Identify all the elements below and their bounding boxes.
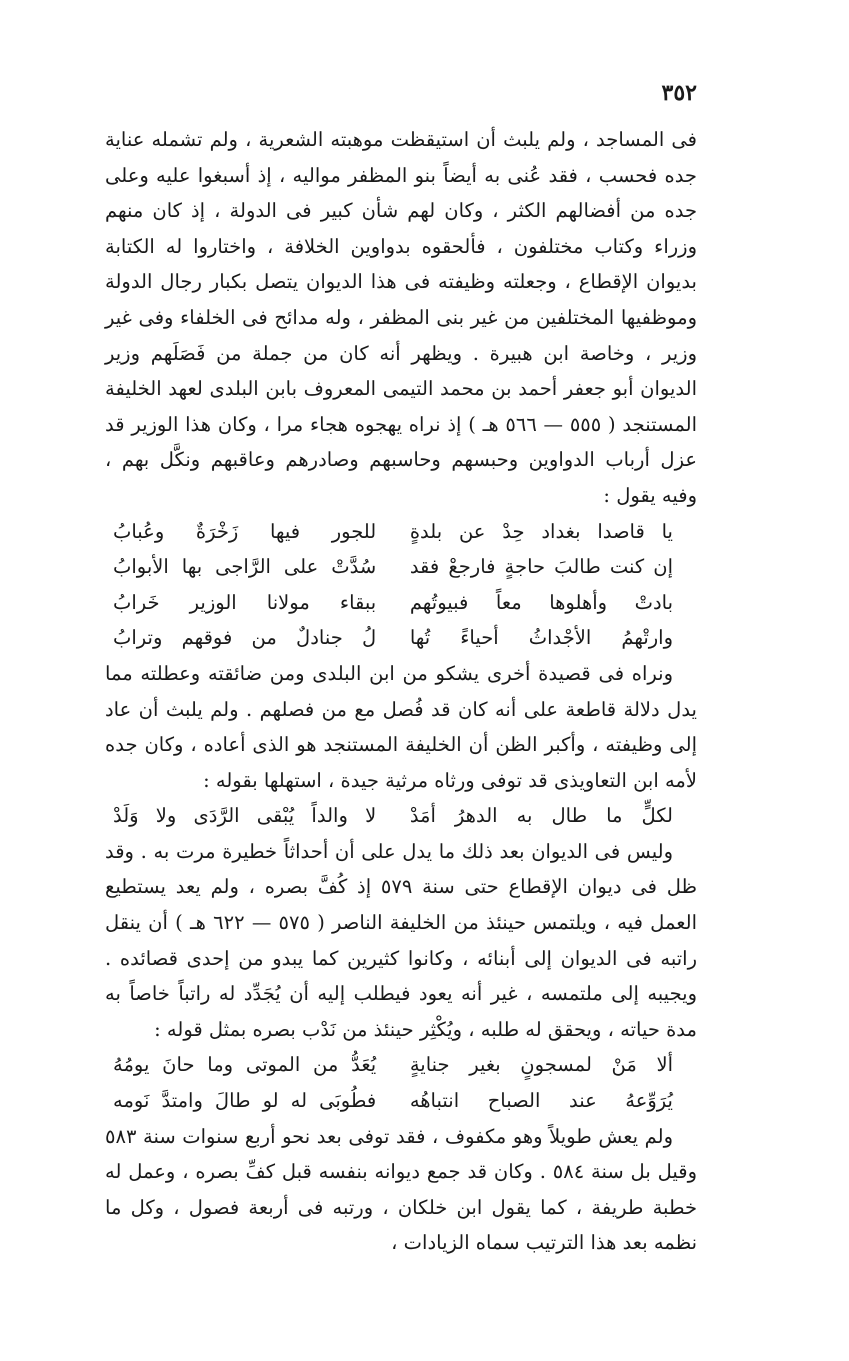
verse-block-1 — [105, 514, 697, 656]
verse-second-hemistich: لا والداً يُبْقى الرَّدَى ولا وَلَدْ — [113, 804, 377, 828]
verse-block-2 — [105, 798, 697, 834]
verse-first-hemistich: لكلٍّ ما طال به الدهرُ أمَدْ — [409, 804, 673, 828]
verse-second-hemistich: لُ جنادلٌ من فوقهم وترابُ — [113, 626, 377, 650]
verse-second-hemistich: يُعَدُّ من الموتى وما حانَ يومُهُ — [113, 1053, 377, 1077]
paragraph-4: ولم يعش طويلاً وهو مكفوف ، فقد توفى بعد نحو أربع سنوات سنة ٥٨٣ وقيل بل سنة ٥٨٤ . وكان قد جمع ديوانه بنفسه قبل كفِّ بصره ، وعمل له خطبة طريفة ، كما يقول ابن خلكان ، ورتبه فى أربعة فصول ، وكل ما نظمه بعد هذا الترتيب سماه الزيادات ، — [105, 1124, 698, 1255]
verse-first-hemistich: وارتْهمُ الأجْداثُ أحياءً تُها — [409, 626, 673, 650]
verse-line — [113, 1047, 673, 1083]
verse-first-hemistich: بادتْ وأهلوها معاً فبيوتُهم — [409, 590, 673, 614]
paragraph-1: فى المساجد ، ولم يلبث أن استيقظت موهبته الشعرية ، ولم تشمله عناية جده فحسب ، فقد عُنى به أيضاً بنو المظفر مواليه ، إذ أسبغوا عليه وعلى جده من أفضالهم الكثر ، وكان لهم شأن كبير فى الدولة ، إذ كان منهم وزراء وكتاب مختلفون ، فألحقوه بدواوين الخلافة ، واختاروا له الكتابة بديوان الإقطاع ، وجعلته وظيفته فى هذا الديوان يتصل بكبار رجال الدولة وموظفيها المختلفين من غير بنى المظفر ، وله مدائح فى الخلفاء وفى غير وزير ، وخاصة ابن هبيرة . ويظهر أنه كان من جملة من فَصَلَهم وزير الديوان أبو جعفر أحمد بن محمد التيمى المعروف بابن البلدى لعهد الخليفة المستنجد ( ٥٥٥ — ٥٦٦ هـ ) إذ نراه يهجوه هجاء مرا ، وكان هذا الوزير قد عزل أرباب الدواوين وحبسهم وحاسبهم وصادرهم وعاقبهم ونكَّل بهم ، وفيه يقول : — [105, 128, 698, 507]
page-body — [105, 122, 697, 1261]
verse-line — [113, 549, 673, 585]
verse-second-hemistich: للجور فيها زَخْرَةٌ وعُبابُ — [113, 519, 377, 543]
verse-second-hemistich: فطُوبَى له لو طالَ وامتدَّ نَومه — [113, 1089, 377, 1113]
verse-second-hemistich: سُدَّتْ على الرَّاجى بها الأبوابُ — [113, 555, 377, 579]
verse-line — [113, 585, 673, 621]
verse-first-hemistich: يا قاصدا بغداد حِدْ عن بلدةٍ — [409, 519, 673, 543]
verse-first-hemistich: إن كنت طالبَ حاجةٍ فارجعْ فقد — [409, 555, 673, 579]
verse-first-hemistich: ألا مَنْ لمسجونٍ بغير جنايةٍ — [409, 1053, 673, 1077]
verse-line — [113, 620, 673, 656]
verse-second-hemistich: ببقاء مولانا الوزير خَرابُ — [113, 590, 377, 614]
verse-line — [113, 798, 673, 834]
verse-first-hemistich: يُرَوِّعهُ عند الصباح انتباهُه — [409, 1089, 673, 1113]
verse-line — [113, 1083, 673, 1119]
verse-line — [113, 514, 673, 550]
page-number: ٣٥٢ — [661, 80, 697, 106]
verse-block-3 — [105, 1047, 697, 1118]
paragraph-2: ونراه فى قصيدة أخرى يشكو من ابن البلدى ومن ضائقته وعطلته مما يدل دلالة قاطعة على أنه كان قد فُصل مع من فصلهم . ولم يلبث أن عاد إلى وظيفته ، وأكبر الظن أن الخليفة المستنجد هو الذى أعاده ، وكان جده لأمه ابن التعاويذى قد توفى ورثاه مرثية جيدة ، استهلها بقوله : — [105, 661, 697, 792]
paragraph-3: وليس فى الديوان بعد ذلك ما يدل على أن أحداثاً خطيرة مرت به . وقد ظل فى ديوان الإقطاع حتى سنة ٥٧٩ إذ كُفَّ بصره ، ولم يعد يستطيع العمل فيه ، ويلتمس حينئذ من الخليفة الناصر ( ٥٧٥ — ٦٢٢ هـ ) أن ينقل راتبه فى الديوان إلى أبنائه ، وكانوا كثيرين كما يبدو من إحدى قصائده . ويجيبه إلى ملتمسه ، غير أنه يعود فيطلب إليه أن يُجَدِّد له راتباً خاصاً به مدة حياته ، ويحقق له طلبه ، ويُكْثِر حينئذ من نَدْب بصره بمثل قوله : — [105, 839, 698, 1041]
